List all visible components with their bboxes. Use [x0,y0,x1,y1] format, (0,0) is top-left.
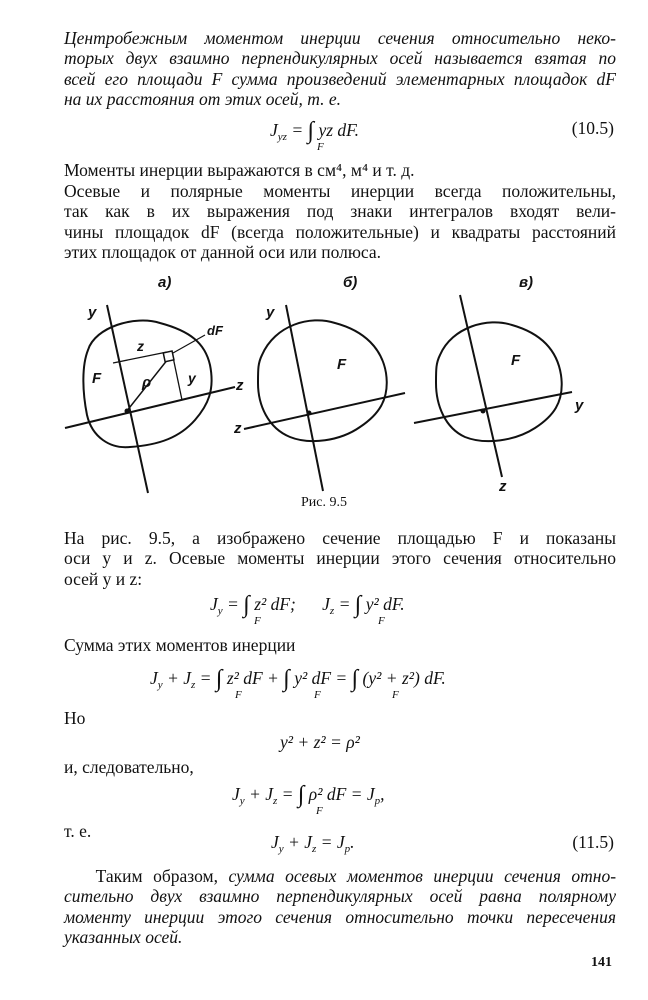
area-label: F [337,356,347,373]
eq-symbol: J [232,784,240,804]
hence-sentence [64,757,616,777]
integral-limit: F [392,689,399,701]
text-line: чины площадок dF (всегда положительные) и квадраты расстояний [64,221,616,242]
text-line: моменту инерции этого сечения относительно точки пересечения [64,906,616,927]
eq-subscript: y [157,679,163,691]
element-label: dF [207,323,223,338]
text-line: так как в их выражения под знаки интегралов входят вели- [64,201,616,222]
integral-sign: ∫ [215,666,223,692]
equation-sum [150,664,446,691]
origin-point [125,409,130,414]
eq-subscript: z [191,679,196,691]
eq-body: , [380,784,385,804]
eq-subscript: z [273,795,278,807]
eq-operator: + [167,668,179,688]
eq-operator: = [281,784,294,804]
equation-number: (11.5) [572,832,614,852]
panel-b [233,274,405,491]
area-label: F [92,370,102,387]
figure-caption: Рис. 9.5 [301,495,347,510]
text-line: торых двух взаимно перпендикулярных осей называется взятая по [64,48,616,69]
text-line: Центробежным моментом инерции сечения относительно неко- [64,28,616,48]
eq-body: (y² + z²) dF. [362,668,446,688]
integral-sign: ∫ [307,118,315,144]
integral-sign: ∫ [243,592,250,618]
page-number: 141 [591,955,612,970]
area-label: F [511,352,521,369]
dimension-label: z [137,338,144,354]
figure-9-5 [0,265,648,495]
eq-body: = J [320,832,345,852]
conclusion-paragraph [64,866,616,947]
section-outline [258,320,387,441]
eq-body: y² dF = [294,668,348,688]
eq-body: y² dF. [365,594,405,614]
eq-subscript: z [312,843,317,855]
conclusion-lead: Таким образом, [95,866,218,886]
intro-paragraph [64,28,616,109]
eq-operator: = [199,668,212,688]
eq-symbol: J [270,120,278,140]
positive-paragraph [64,181,616,262]
rho-label: ρ [142,374,152,391]
panel-label: в) [519,274,534,291]
text-line: на их расстояния от этих осей, т. е. [64,88,342,109]
text-line: всей его площади F сумма произведений элементарных площадок dF [64,68,616,89]
axis-z [244,393,405,429]
equation-axial-moments: $J_y$ = ∫ z² dF; $J_z$ = ∫ y² dF. [210,592,405,618]
panel-label: а) [158,274,172,291]
eq-body: ρ² dF = J [308,784,375,804]
text-line: и, следовательно, [64,757,194,777]
element-dF [163,351,174,362]
eq-symbol: J [210,594,218,614]
dimension-label: y [188,370,196,386]
equation-polar [232,780,384,807]
units-sentence [64,160,616,180]
eq-body: + J [288,832,312,852]
eq-subscript: y [217,605,223,617]
text-line: Но [64,708,86,728]
eq-body: y² + z² = ρ² [280,732,360,752]
conclusion-line: сумма осевых моментов инерции сечения отно- [228,866,617,886]
eq-symbol: J [322,594,330,614]
text-line: этих площадок от данной оси или полюса. [64,241,382,262]
origin-point [481,409,486,414]
origin-point [307,411,312,416]
figure-description [64,528,616,589]
eq-body: yz dF. [318,120,359,140]
axis-label: y [266,304,275,321]
integral-sign: ∫ [283,666,290,692]
integral-limit: F [317,141,324,153]
integral-limit: F [316,805,323,817]
eq-subscript: p [344,843,351,855]
axis-y [107,305,148,493]
text-line: Моменты инерции выражаются в см⁴, м⁴ и т. д. [64,160,415,180]
panel-label: б) [343,274,358,291]
eq-body: + J [249,784,273,804]
axis-label: z [234,420,242,437]
integral-sign: ∫ [351,666,359,692]
eq-symbol: J [150,668,158,688]
panel-c [414,274,584,495]
eq-subscript: y [278,843,284,855]
axis-label: z [499,478,507,495]
dim-y [173,357,182,400]
integral-limit: F [235,689,242,701]
text-line: оси y и z. Осевые моменты инерции этого сечения относительно [64,548,616,569]
eq-subscript: z [329,605,335,617]
eq-body: z² dF; [254,594,296,614]
text-line: Осевые и полярные моменты инерции всегда положительны, [64,181,616,201]
text-line: Сумма этих моментов инерции [64,635,296,655]
eq-symbol: J [271,832,279,852]
axis-label: y [575,397,584,414]
equation-rho [280,732,360,753]
equation-10-5: $J_{yz}$ = ∫ yz dF. [270,118,359,144]
equation-11-5 [271,832,354,853]
eq-subscript: p [374,795,381,807]
text-line [64,866,616,886]
integral-limit: F [254,615,261,627]
axis-y [286,305,323,491]
eq-subscript: y [239,795,245,807]
eq-subscript: yz [277,131,287,143]
eq-symbol: J [183,668,192,688]
but-word [64,708,616,728]
axis-label: y [88,304,97,321]
text-line: осей y и z: [64,568,143,589]
integral-limit: F [314,689,321,701]
text-line: На рис. 9.5, а изображено сечение площадью F и показаны [64,528,616,548]
eq-body: . [350,832,355,852]
text-line: указанных осей. [64,926,183,947]
integral-sign: ∫ [297,782,305,808]
eq-body: z² dF + [226,668,279,688]
section-outline [436,322,562,441]
integral-limit: F [378,615,385,627]
sum-sentence [64,635,616,655]
axis-z [65,387,235,428]
text-line: т. е. [64,821,92,841]
text-line: сительно двух взаимно перпендикулярных осей равна полярному [64,886,616,907]
axis-label: z [236,377,244,394]
equation-number: (10.5) [571,118,614,138]
integral-sign: ∫ [354,592,362,618]
panel-a [65,274,244,493]
